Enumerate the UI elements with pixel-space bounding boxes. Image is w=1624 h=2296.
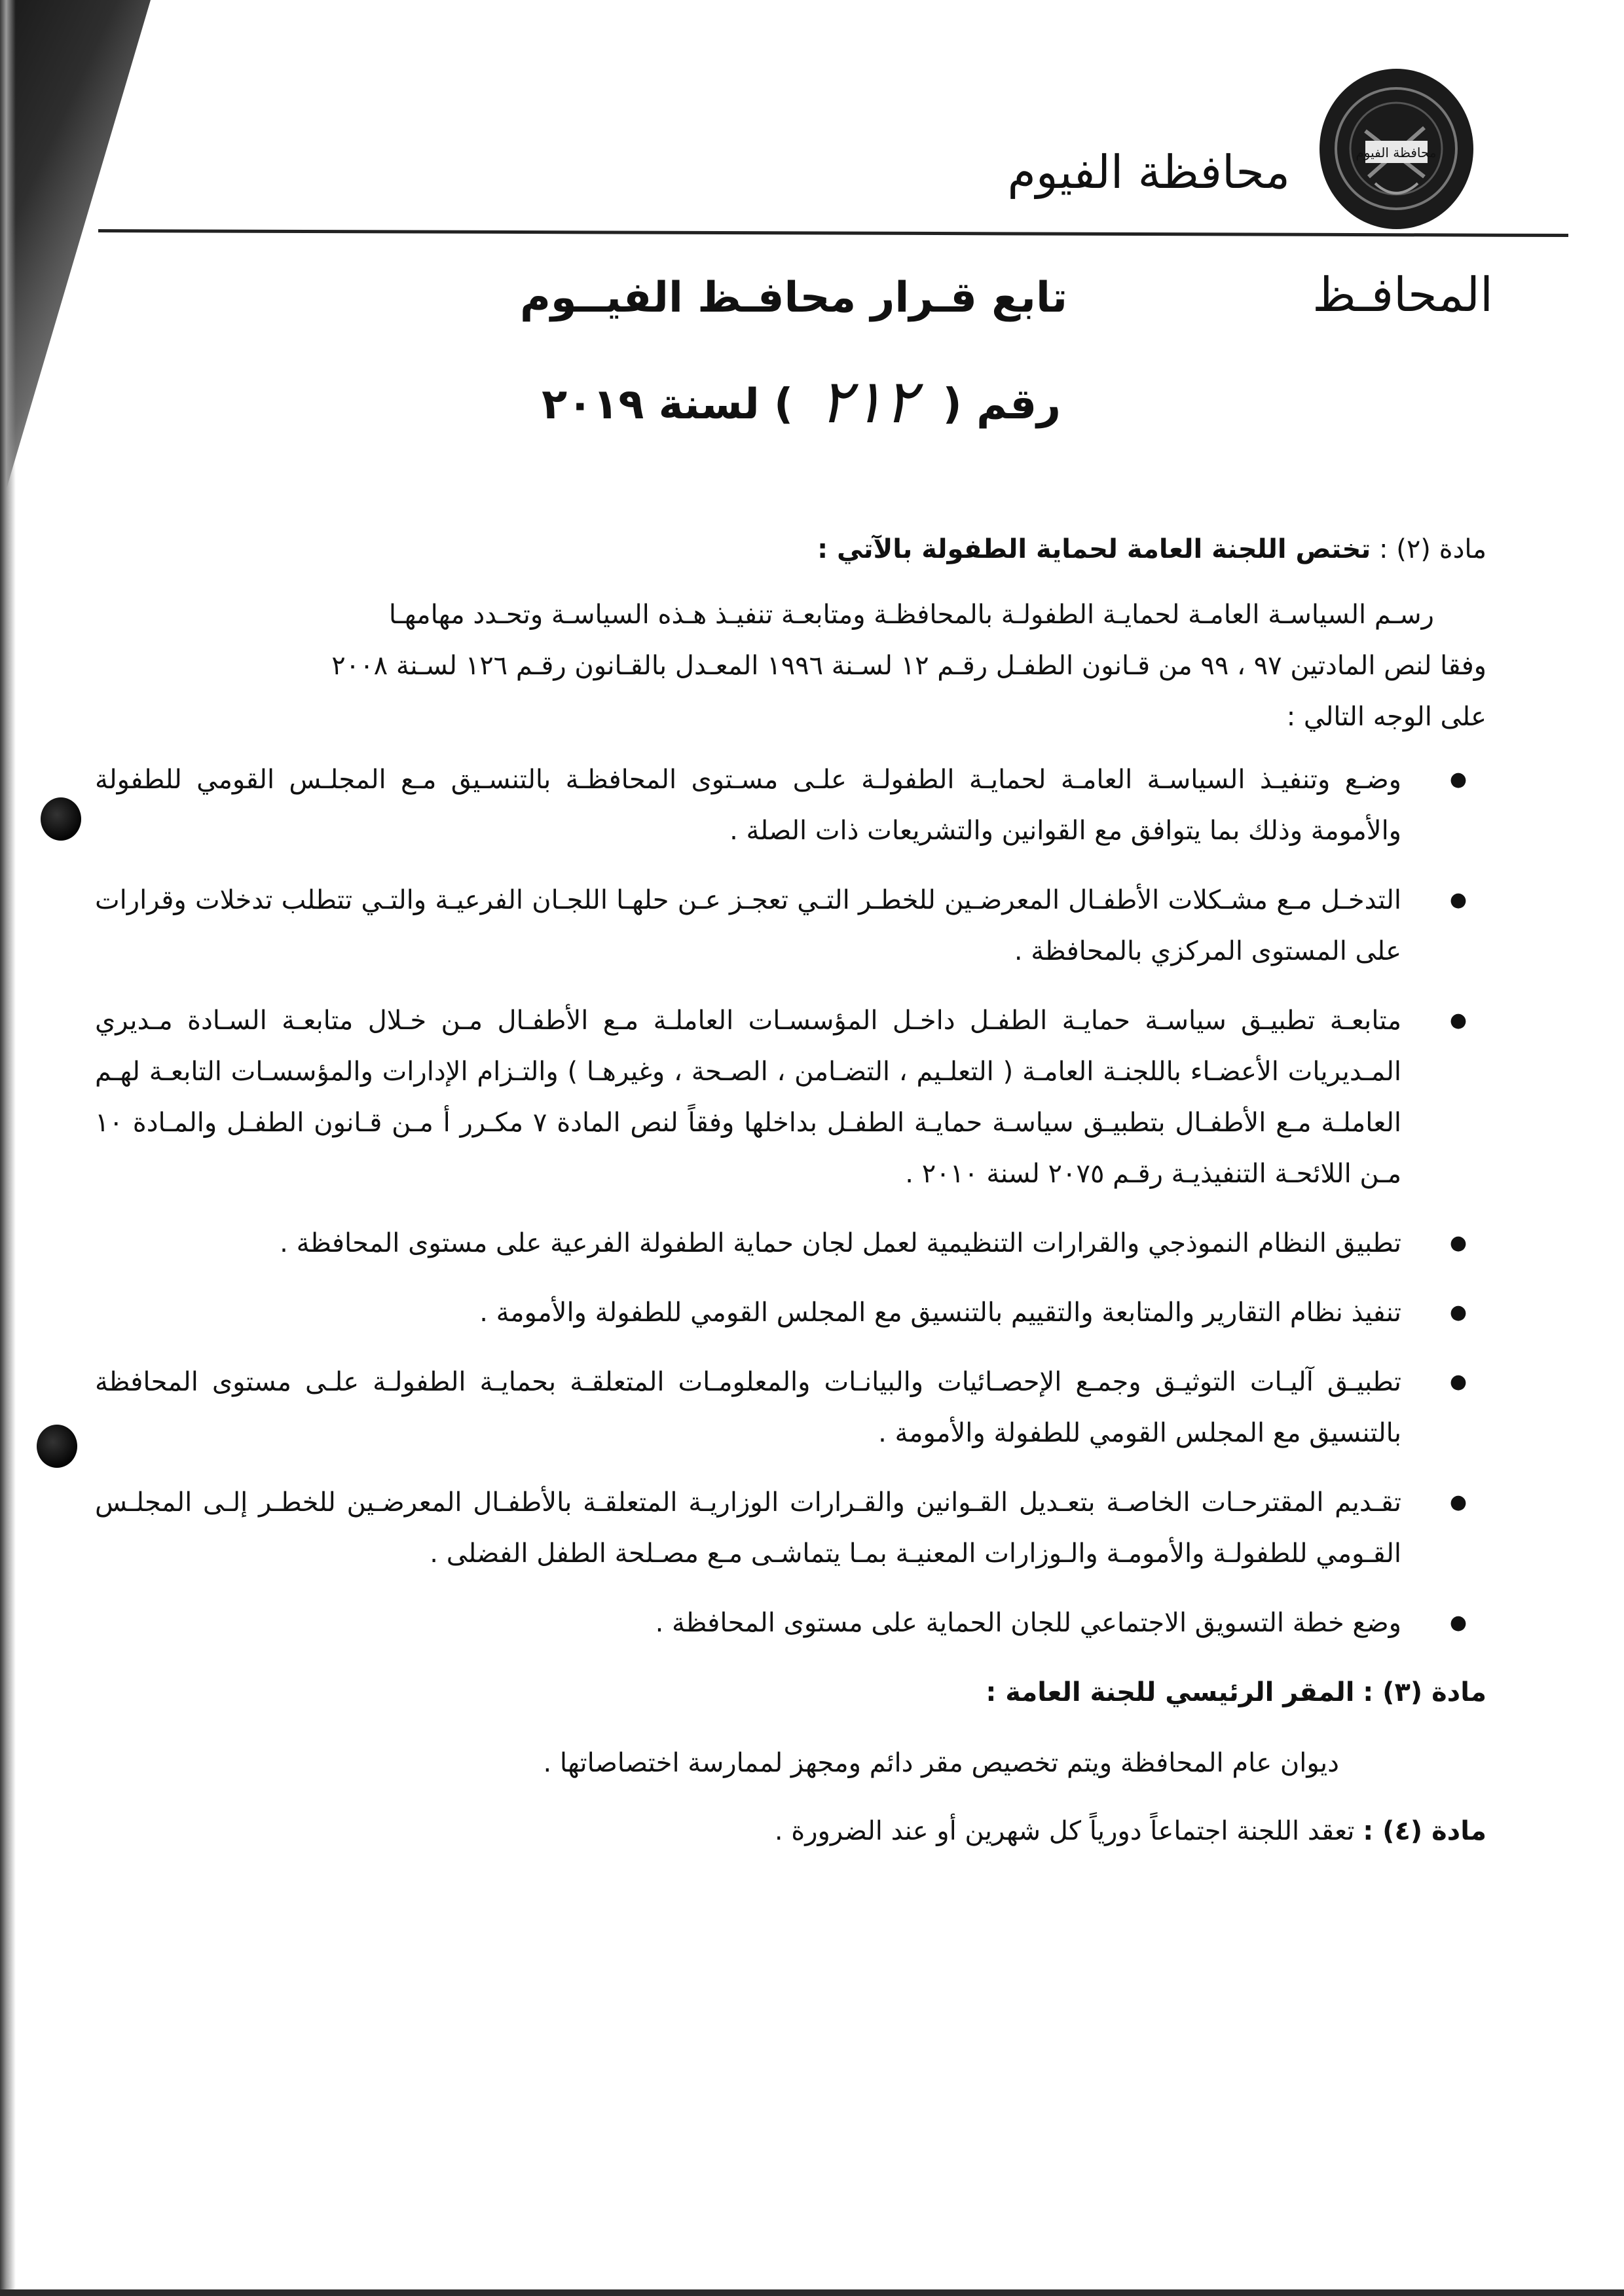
governorate-emblem	[1320, 69, 1473, 229]
decision-title: تابع قـرار محافـظ الفيــوم	[519, 274, 1067, 322]
emblem-seal-icon	[1320, 69, 1473, 229]
svg-text:محافظة الفيوم: محافظة الفيوم	[1356, 145, 1437, 160]
article-4-label: مادة (٤) :	[1363, 1816, 1486, 1846]
list-item: ● وضـع وتنفيـذ السياسـة العامـة لحمايـة الطفولـة علـى مسـتوى المحافظـة بالتنسـيق مـع المجلـس القومي للطفولة والأمومة وذلك بما يتوافق مع القوانين والتشريعات ذات الصلة .	[95, 754, 1486, 856]
decision-year: ) لسنة ٢٠١٩	[542, 380, 794, 429]
article-2-label: مادة (٢) :	[1379, 534, 1486, 564]
header-divider	[98, 229, 1568, 237]
article-2-intro-line-2: وفقا لنص المادتين ٩٧ ، ٩٩ من قـانون الطفـل رقـم ١٢ لسـنة ١٩٩٦ المعـدل بالقـانون رقـم ١٢٦ لسـنة ٢٠٠٨	[331, 651, 1486, 681]
list-item: ● تطبيـق آليـات التوثيـق وجمـع الإحصـائيات والبيانـات والمعلومـات المتعلقـة بحمايـة الطفولـة علـى مستوى المحافظة بالتنسيق مع المجلس القومي للطفولة والأمومة .	[95, 1357, 1486, 1459]
article-3-title: المقر الرئيسي للجنة العامة :	[986, 1677, 1355, 1707]
list-item: ● التدخـل مـع مشـكلات الأطفـال المعرضـين للخطـر التـي تعجـز عـن حلهـا اللجـان الفرعيـة والتـي تتطلب تدخلات وقرارات على المستوى المركزي بالمحافظة .	[95, 875, 1486, 977]
scan-edge	[0, 0, 16, 2296]
governor-label: المحافـظ	[1312, 267, 1493, 322]
decision-number-handwritten: ٢١٢	[819, 367, 917, 437]
list-item: ● تقـديم المقترحـات الخاصـة بتعـديل القـوانين والقـرارات الوزاريـة المتعلقـة بالأطفـال المعرضـين للخطـر إلـى المجلـس القـومي للطفولـة والأمومـة والـوزارات المعنيـة بمـا يتماشـى مـع مصـلحة الطفل الفضلى .	[95, 1477, 1486, 1579]
list-item: ● تطبيق النظام النموذجي والقرارات التنظيمية لعمل لجان حماية الطفولة الفرعية على مستوى المحافظة .	[95, 1218, 1486, 1269]
article-2-title: تختص اللجنة العامة لحماية الطفولة بالآتي :	[817, 534, 1371, 564]
governorate-name: محافظة الفيوم	[1007, 145, 1290, 199]
punch-hole-top	[41, 797, 81, 841]
article-2-intro-line-3: على الوجه التالي :	[1286, 702, 1486, 732]
article-2-bullet-list	[95, 754, 1486, 1649]
document-body	[95, 524, 1486, 1857]
decision-number-label: رقم (	[942, 380, 1061, 429]
article-3-heading	[95, 1667, 1486, 1718]
article-3-text: ديوان عام المحافظة ويتم تخصيص مقر دائم ومجهز لممارسة اختصاصاتها .	[543, 1748, 1339, 1778]
list-item: ● متابعـة تطبيـق سياسـة حمايـة الطفـل داخـل المؤسسـات العاملـة مـع الأطفـال مـن خـلال متابعـة السـادة مـديري المـديريات الأعضـاء باللجنـة العامـة ( التعلـيم ، التضـامن ، الصـحة ، وغيرهـا ) والتـزام الإدارات والمؤسسـات التابعـة لهـم العاملـة مـع الأطفـال بتطبيـق سياسـة حمايـة الطفـل بداخلها وفقاً لنص المادة ٧ مكـرر أ مـن قـانون الطفـل والمـادة ١٠ مـن اللائحـة التنفيذيـة رقـم ٢٠٧٥ لسنة ٢٠١٠ .	[95, 995, 1486, 1199]
list-item: ● وضع خطة التسويق الاجتماعي للجان الحماية على مستوى المحافظة .	[95, 1597, 1486, 1649]
article-4-heading	[95, 1806, 1486, 1857]
article-3-label: مادة (٣) :	[1363, 1677, 1486, 1707]
article-2-heading	[95, 524, 1486, 575]
scan-shadow	[0, 0, 151, 511]
punch-hole-bottom	[37, 1425, 77, 1468]
list-item: ● تنفيذ نظام التقارير والمتابعة والتقييم بالتنسيق مع المجلس القومي للطفولة والأمومة .	[95, 1287, 1486, 1338]
article-4-text: تعقد اللجنة اجتماعاً دورياً كل شهرين أو عند الضرورة .	[774, 1816, 1355, 1846]
decision-number	[542, 367, 1061, 437]
article-2-intro-line-1: رسـم السياسـة العامـة لحمايـة الطفولـة بالمحافظـة ومتابعـة تنفيـذ هـذه السياسـة وتحـدد مهامهـا	[388, 600, 1434, 630]
scan-bottom-edge	[0, 2289, 1624, 2296]
